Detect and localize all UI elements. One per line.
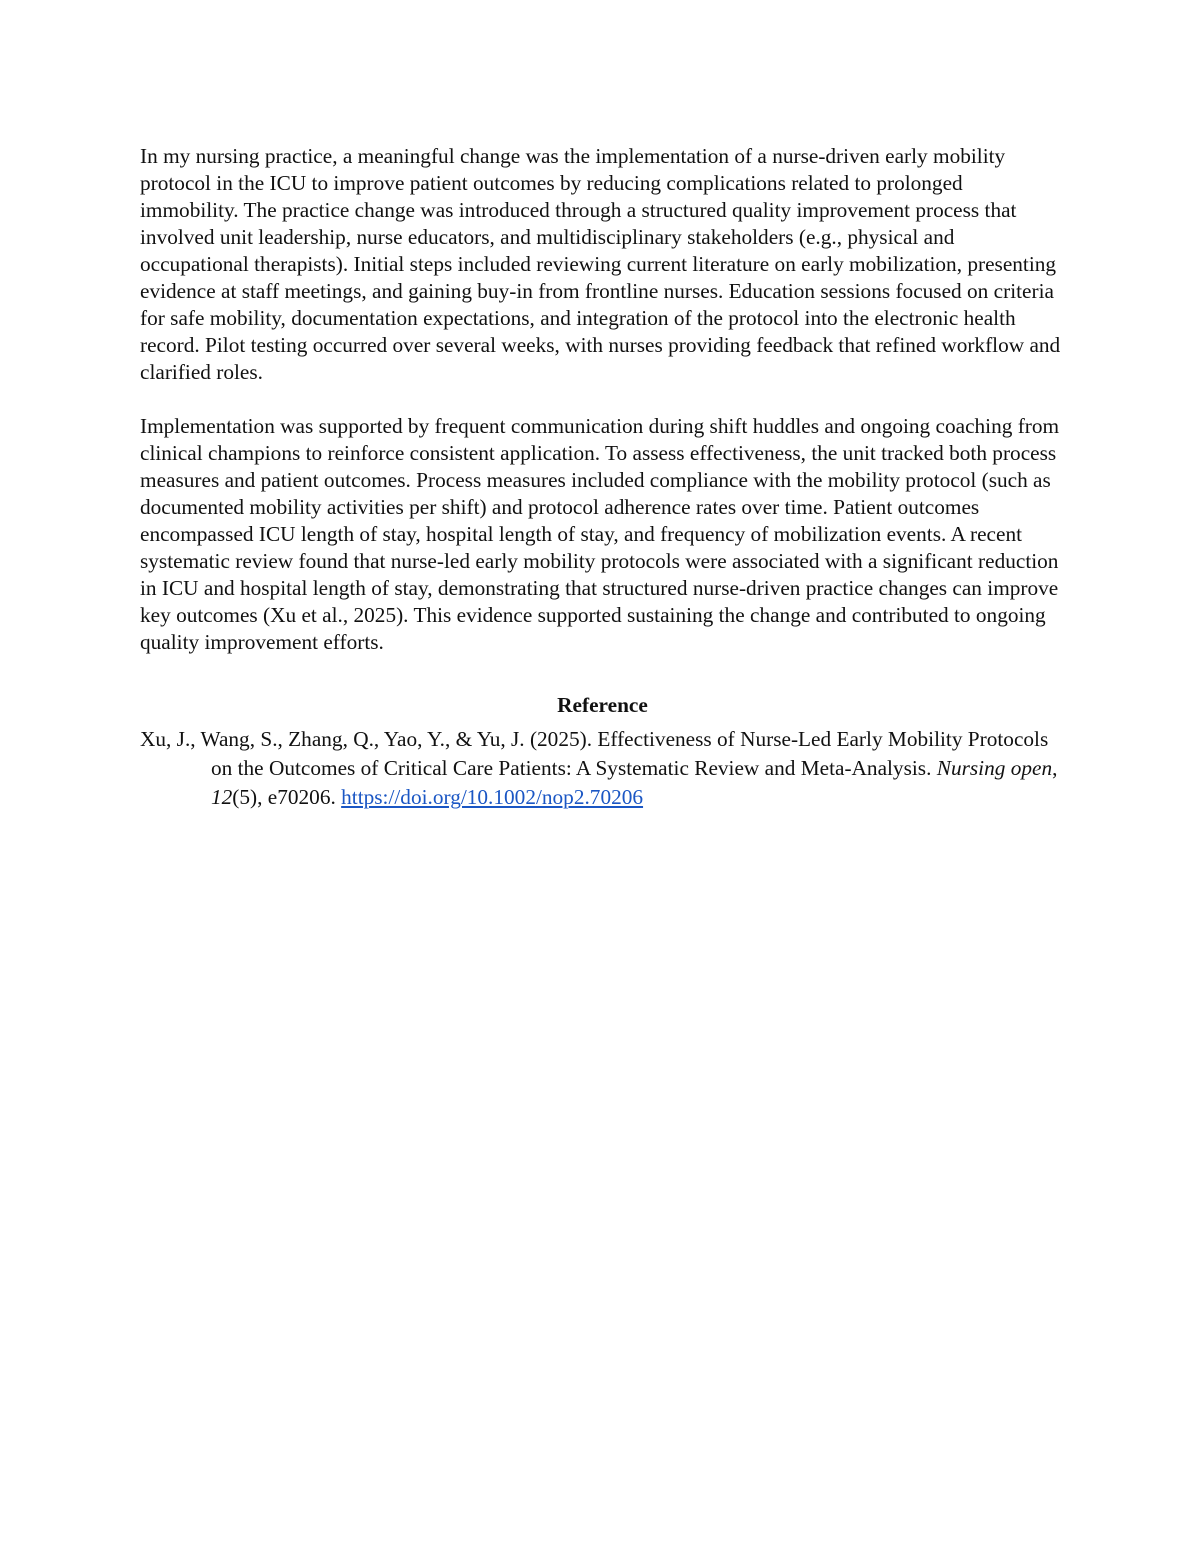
reference-heading: Reference — [557, 693, 648, 717]
reference-authors-title: Xu, J., Wang, S., Zhang, Q., Yao, Y., & Yu, J. (2025). Effectiveness of Nurse-Led Early Mobility Protocols on the Outcomes of Critical Care Patients: A Systematic Review and Meta-Analysis. — [140, 727, 1049, 780]
reference-doi-link[interactable]: https://doi.org/10.1002/nop2.70206 — [341, 785, 644, 809]
reference-issue-pages: (5), e70206. — [232, 785, 342, 809]
reference-entry — [140, 725, 1065, 812]
paragraph-2: Implementation was supported by frequent communication during shift huddles and ongoing coaching from clinical champions to reinforce consistent application. To assess effectiveness, the unit tracked both process measures and patient outcomes. Process measures included compliance with the mobility protocol (such as documented mobility activities per shift) and protocol adherence rates over time. Patient outcomes encompassed ICU length of stay, hospital length of stay, and frequency of mobilization events. A recent systematic review found that nurse-led early mobility protocols were associated with a significant reduction in ICU and hospital length of stay, demonstrating that structured nurse-driven practice changes can improve key outcomes (Xu et al., 2025). This evidence supported sustaining the change and contributed to ongoing quality improvement efforts. — [140, 414, 1060, 654]
reference-journal: Nursing open — [936, 756, 1053, 780]
reference-volume: 12 — [211, 785, 233, 809]
paragraph-1: In my nursing practice, a meaningful change was the implementation of a nurse-driven early mobility protocol in the ICU to improve patient outcomes by reducing complications related to prolonged immobility. The practice change was introduced through a structured quality improvement process that involved unit leadership, nurse educators, and multidisciplinary stakeholders (e.g., physical and occupational therapists). Initial steps included reviewing current literature on early mobilization, presenting evidence at staff meetings, and gaining buy-in from frontline nurses. Education sessions focused on criteria for safe mobility, documentation expectations, and integration of the protocol into the electronic health record. Pilot testing occurred over several weeks, with nurses providing feedback that refined workflow and clarified roles. — [140, 144, 1061, 384]
reference-separator: , — [1052, 756, 1058, 780]
document-body — [140, 143, 1065, 812]
